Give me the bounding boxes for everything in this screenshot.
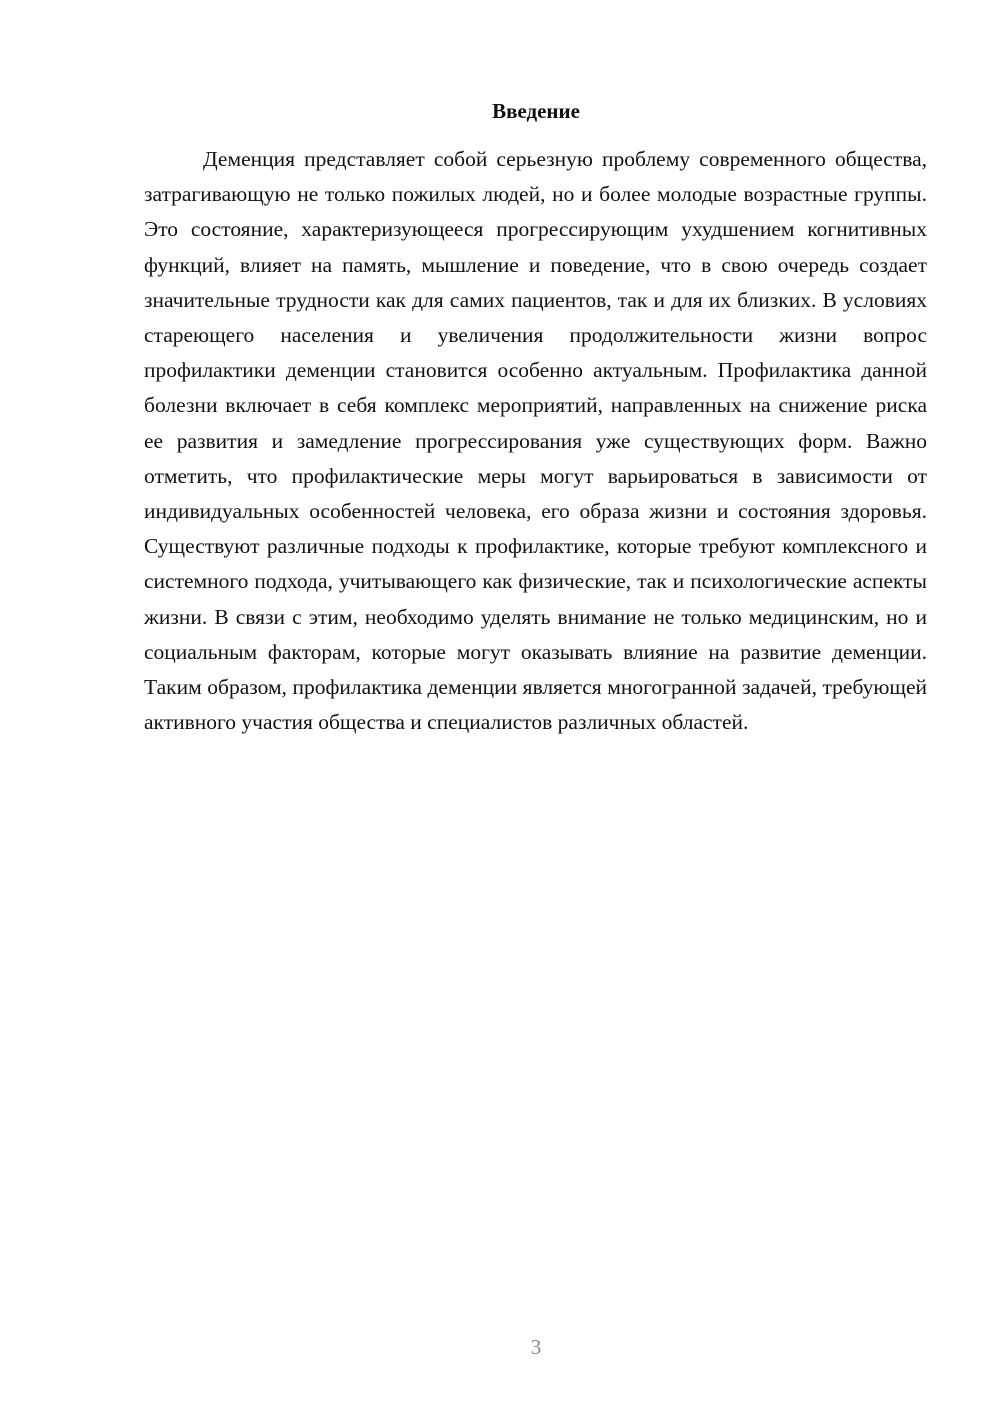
section-heading: Введение: [492, 99, 580, 123]
body-paragraph: Деменция представляет собой серьезную проблему современного общества, затрагивающую не только пожилых людей, но и более молодые возрастные группы. Это состояние, характеризующееся прогрессирующим ухудшением когнитивных функций, влияет на память, мышление и поведение, что в свою очередь создает значительные трудности как для самих пациентов, так и для их близких. В условиях стареющего населения и увеличения продолжительности жизни вопрос профилактики деменции становится особенно актуальным. Профилактика данной болезни включает в себя комплекс мероприятий, направленных на снижение риска ее развития и замедление прогрессирования уже существующих форм. Важно отметить, что профилактические меры могут варьироваться в зависимости от индивидуальных особенностей человека, его образа жизни и состояния здоровья. Существуют различные подходы к профилактике, которые требуют комплексного и системного подхода, учитывающего как физические, так и психологические аспекты жизни. В связи с этим, необходимо уделять внимание не только медицинским, но и социальным факторам, которые могут оказывать влияние на развитие деменции. Таким образом, профилактика деменции является многогранной задачей, требующей активного участия общества и специалистов различных областей.: [144, 147, 927, 735]
page-number: 3: [530, 1335, 542, 1359]
